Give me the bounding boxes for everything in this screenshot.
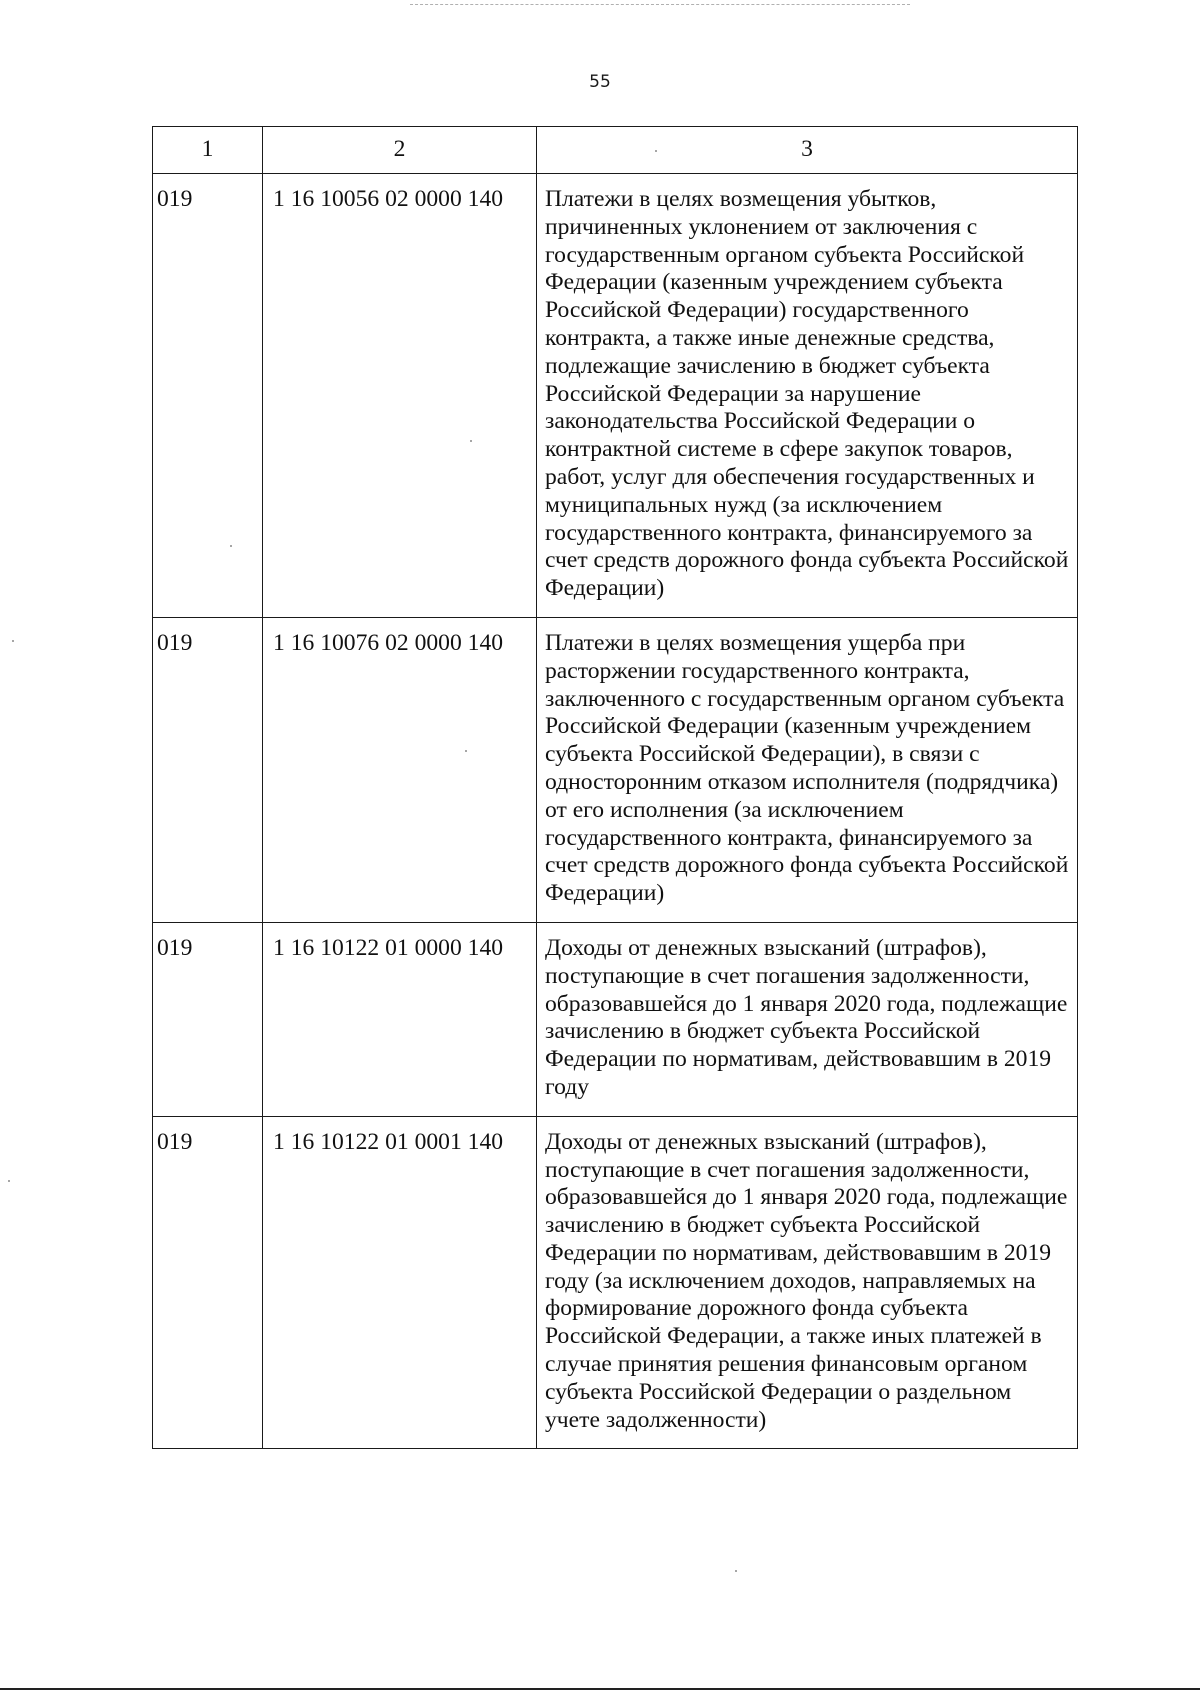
description-cell: Доходы от денежных взысканий (штрафов), поступающие в счет погашения задолженности, образовавшейся до 1 января 2020 года, подлежащие зачислению в бюджет субъекта Российской Федерации по нормативам, действовавшим в 2019 году (за исключением доходов, направляемых на формирование дорожного фонда субъекта Российской Федерации, а также иных платежей в случае принятия решения финансовым органом субъекта Российской Федерации о раздельном учете задолженности) <box>537 1116 1078 1449</box>
admin-code-cell: 019 <box>153 922 263 1116</box>
budget-code-table <box>152 126 1078 1449</box>
scan-speck <box>655 150 657 152</box>
top-scan-rule <box>410 4 910 5</box>
table-body <box>153 174 1078 1449</box>
scan-speck <box>465 750 467 752</box>
header-row <box>153 127 1078 174</box>
scan-speck <box>735 1570 737 1572</box>
table-row <box>153 1116 1078 1449</box>
description-cell: Доходы от денежных взысканий (штрафов), поступающие в счет погашения задолженности, образовавшейся до 1 января 2020 года, подлежащие зачислению в бюджет субъекта Российской Федерации по нормативам, действовавшим в 2019 году <box>537 922 1078 1116</box>
kbk-code-cell: 1 16 10076 02 0000 140 <box>263 617 537 922</box>
header-cell-col-2: 2 <box>263 127 537 174</box>
kbk-code-cell: 1 16 10122 01 0001 140 <box>263 1116 537 1449</box>
table-row <box>153 922 1078 1116</box>
admin-code-cell: 019 <box>153 617 263 922</box>
kbk-code-cell: 1 16 10056 02 0000 140 <box>263 174 537 618</box>
admin-code-cell: 019 <box>153 1116 263 1449</box>
bottom-scan-rule <box>0 1688 1200 1690</box>
page-number: 55 <box>589 72 611 92</box>
description-cell: Платежи в целях возмещения убытков, причиненных уклонением от заключения с государственным органом субъекта Российской Федерации (казенным учреждением субъекта Российской Федерации) государственного контракта, а также иные денежные средства, подлежащие зачислению в бюджет субъекта Российской Федерации за нарушение законодательства Российской Федерации о контрактной системе в сфере закупок товаров, работ, услуг для обеспечения государственных и муниципальных нужд (за исключением государственного контракта, финансируемого за счет средств дорожного фонда субъекта Российской Федерации) <box>537 174 1078 618</box>
table-row <box>153 617 1078 922</box>
scan-speck <box>8 1180 10 1182</box>
scan-speck <box>12 640 14 642</box>
table-row <box>153 174 1078 618</box>
kbk-code-cell: 1 16 10122 01 0000 140 <box>263 922 537 1116</box>
header-cell-col-1: 1 <box>153 127 263 174</box>
description-cell: Платежи в целях возмещения ущерба при расторжении государственного контракта, заключенного с государственным органом субъекта Российской Федерации (казенным учреждением субъекта Российской Федерации), в связи с односторонним отказом исполнителя (подрядчика) от его исполнения (за исключением государственного контракта, финансируемого за счет средств дорожного фонда субъекта Российской Федерации) <box>537 617 1078 922</box>
scan-speck <box>230 545 232 547</box>
header-cell-col-3: 3 <box>537 127 1078 174</box>
scan-speck <box>470 440 472 442</box>
table-header <box>153 127 1078 174</box>
admin-code-cell: 019 <box>153 174 263 618</box>
